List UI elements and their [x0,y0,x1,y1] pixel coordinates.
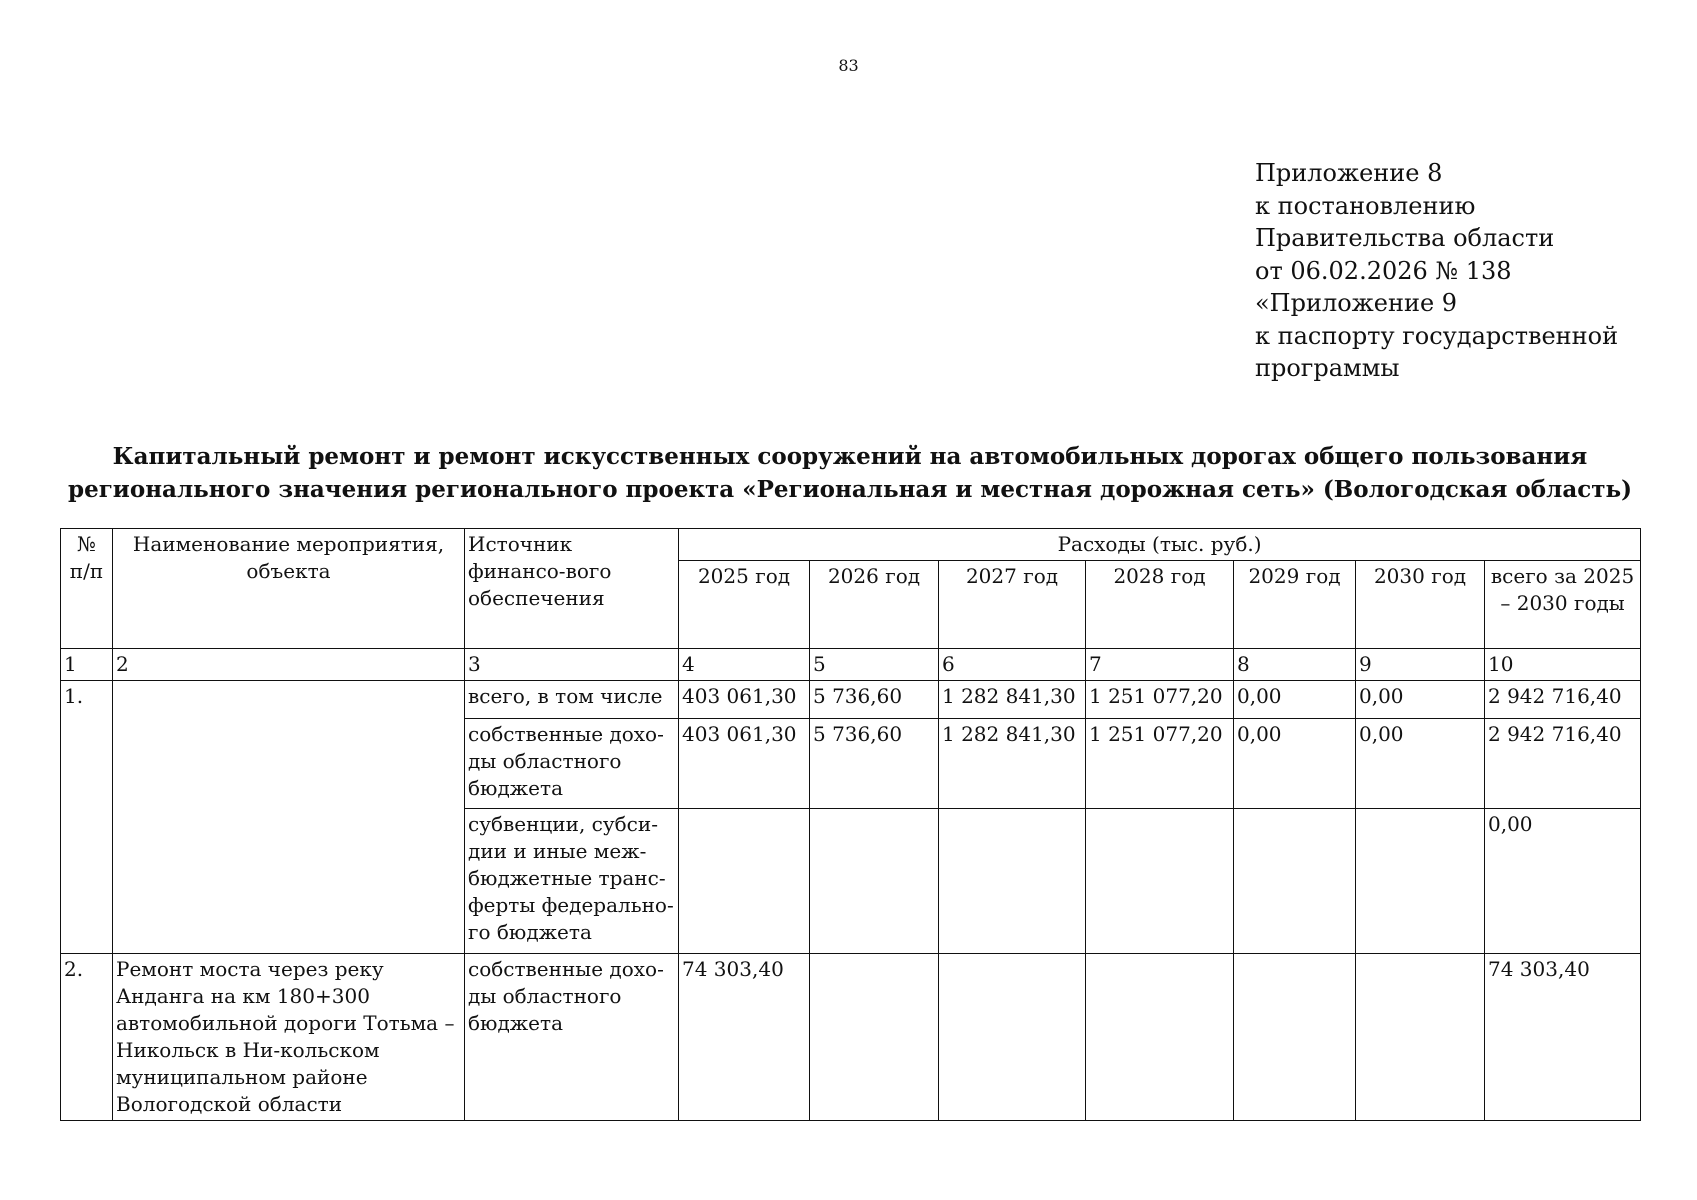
column-number: 1 [61,649,113,681]
row-source: всего, в том числе [465,681,679,719]
header-year: 2029 год [1234,561,1356,649]
appendix-line: «Приложение 9 [1255,289,1458,317]
column-number: 5 [810,649,939,681]
row-total: 0,00 [1485,809,1641,954]
header-year: 2028 год [1086,561,1234,649]
row-value [939,809,1086,954]
appendix-line: программы [1255,354,1400,382]
row-value [1356,954,1485,1121]
row-value [1356,809,1485,954]
row-value: 0,00 [1234,681,1356,719]
row-value: 1 251 077,20 [1086,681,1234,719]
column-number: 4 [679,649,810,681]
row-value: 5 736,60 [810,719,939,809]
header-year: 2026 год [810,561,939,649]
row-total: 2 942 716,40 [1485,719,1641,809]
header-total: всего за 2025 – 2030 годы [1485,561,1641,649]
row-total: 2 942 716,40 [1485,681,1641,719]
row-value: 1 251 077,20 [1086,719,1234,809]
header-name: Наименование мероприятия, объекта [113,529,465,649]
row-source: собственные дохо-ды областного бюджета [465,719,679,809]
title-line-1: Капитальный ремонт и ремонт искусственных сооружений на автомобильных дорогах общего пользования [112,443,1588,470]
row-value: 0,00 [1356,681,1485,719]
row-value: 403 061,30 [679,719,810,809]
row-value [1086,809,1234,954]
row-value [810,809,939,954]
appendix-block [1255,157,1618,385]
appendix-line: Приложение 8 [1255,159,1443,187]
row-value [939,954,1086,1121]
document-title [60,440,1640,506]
row-value [1234,809,1356,954]
row-value [679,809,810,954]
row-value: 1 282 841,30 [939,719,1086,809]
row-source: собственные дохо-ды областного бюджета [465,954,679,1121]
row-value: 403 061,30 [679,681,810,719]
row-value [1086,954,1234,1121]
appendix-line: от 06.02.2026 № 138 [1255,256,1512,285]
table-row [61,681,1641,719]
appendix-line: к постановлению [1255,191,1476,220]
appendix-line: Правительства области [1255,224,1555,252]
budget-table [60,528,1641,1121]
row-value: 5 736,60 [810,681,939,719]
page-number: 83 [838,56,859,75]
header-year: 2027 год [939,561,1086,649]
column-number: 8 [1234,649,1356,681]
row-value [1234,954,1356,1121]
column-number: 6 [939,649,1086,681]
row-value [810,954,939,1121]
column-number: 9 [1356,649,1485,681]
row-value: 0,00 [1234,719,1356,809]
header-num: № п/п [61,529,113,649]
row-name: Ремонт моста через реку Анданга на км 180+300 автомобильной дороги Тотьма – Никольск в Ни-кольском муниципальном районе Вологодской области [113,954,465,1121]
header-year: 2030 год [1356,561,1485,649]
header-row [61,529,1641,561]
header-year: 2025 год [679,561,810,649]
row-value: 74 303,40 [679,954,810,1121]
row-source: субвенции, субси-дии и иные меж-бюджетные транс-ферты федерально-го бюджета [465,809,679,954]
title-line-2: регионального значения регионального проекта «Региональная и местная дорожная сеть» (Вологодская область) [68,476,1632,503]
column-numbers-row [61,649,1641,681]
header-expenses: Расходы (тыс. руб.) [679,529,1641,561]
row-value: 0,00 [1356,719,1485,809]
row-value: 1 282 841,30 [939,681,1086,719]
row-name [113,681,465,954]
row-number: 2. [61,954,113,1121]
header-source: Источник финансо-вого обеспечения [465,529,679,649]
column-number: 7 [1086,649,1234,681]
table-row [61,954,1641,1121]
row-total: 74 303,40 [1485,954,1641,1121]
column-number: 3 [465,649,679,681]
column-number: 2 [113,649,465,681]
row-number: 1. [61,681,113,954]
appendix-line: к паспорту государственной [1255,321,1619,350]
column-number: 10 [1485,649,1641,681]
